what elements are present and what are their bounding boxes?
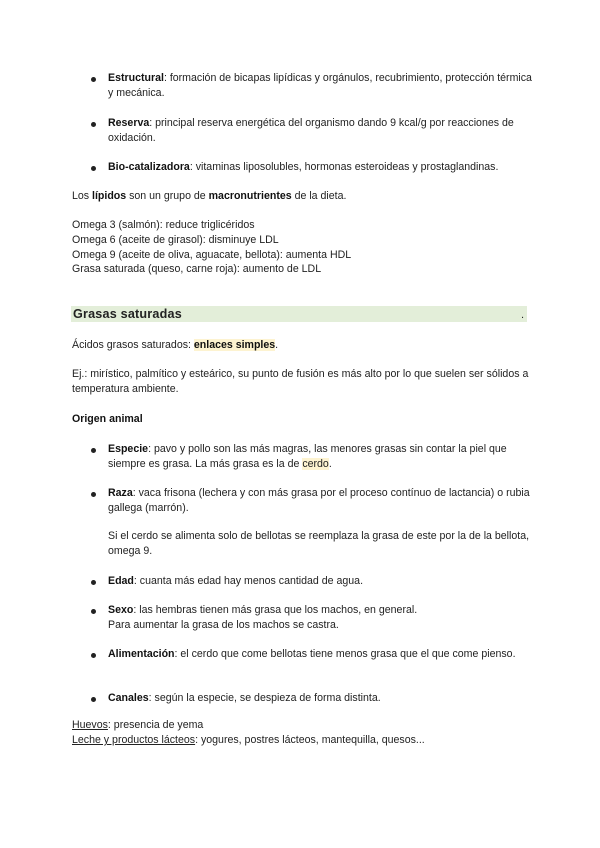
origen-term: Raza: [108, 487, 133, 499]
origen-item-canales: [108, 691, 533, 706]
origen-term: Alimentación: [108, 648, 175, 660]
origen-item-especie: [108, 442, 533, 472]
omega-line: Grasa saturada (queso, carne roja): aumento de LDL: [72, 263, 322, 275]
origen-text: Para aumentar la grasa de los machos se castra.: [108, 619, 339, 631]
huevos-text: : presencia de yema: [107, 719, 204, 731]
origen-term: Canales: [108, 692, 149, 704]
origen-item-edad: [108, 574, 533, 589]
leche-line: [72, 733, 425, 748]
bullet-icon: [91, 580, 96, 585]
origen-term: Especie: [108, 443, 149, 455]
bullet-icon: [91, 697, 96, 702]
omega-line: Omega 6 (aceite de girasol): disminuye LDL: [72, 234, 279, 246]
bullet-icon: [91, 122, 96, 127]
origen-text: : el cerdo que come bellotas tiene menos grasa que el que come pienso.: [174, 648, 516, 660]
origen-text: : cuanta más edad hay menos cantidad de agua.: [133, 575, 364, 587]
origen-text: : pavo y pollo son las más magras, las menores grasas sin contar la piel que siempre es grasa. La más grasa es la de: [108, 443, 507, 470]
origen-term: Edad: [108, 575, 134, 587]
omega-line: Omega 3 (salmón): reduce triglicéridos: [72, 219, 255, 231]
heading-trailing-dot: .: [521, 309, 525, 321]
intro-text: de la dieta.: [291, 190, 347, 202]
intro-text: son un grupo de: [126, 190, 209, 202]
intro-sentence: [72, 189, 346, 204]
function-item-estructural: [108, 71, 533, 101]
origen-term: Sexo: [108, 604, 134, 616]
acidos-line: [72, 338, 278, 353]
origen-text: : según la especie, se despieza de forma distinta.: [148, 692, 381, 704]
raza-note: Si el cerdo se alimenta solo de bellotas se reemplaza la grasa de este por la de la bellota, omega 9.: [108, 530, 530, 557]
bullet-icon: [91, 77, 96, 82]
cerdo-highlight: cerdo: [302, 458, 329, 470]
bullet-icon: [91, 448, 96, 453]
enlaces-simples-highlight: enlaces simples: [193, 339, 276, 351]
omega-line: Omega 9 (aceite de oliva, aguacate, bellota): aumenta HDL: [72, 249, 352, 261]
leche-label: Leche y productos lácteos: [72, 734, 196, 746]
section-heading: Grasas saturadas: [73, 307, 182, 321]
bullet-icon: [91, 609, 96, 614]
acidos-text: Ácidos grasos saturados:: [72, 339, 194, 351]
function-item-biocatalizadora: [108, 160, 533, 175]
function-text: : vitaminas liposolubles, hormonas esteroideas y prostaglandinas.: [189, 161, 499, 173]
function-text: : principal reserva energética del organismo dando 9 kcal/g por reacciones de oxidación.: [108, 117, 514, 144]
bullet-icon: [91, 492, 96, 497]
intro-lipidos: lípidos: [92, 190, 127, 202]
origen-item-sexo: [108, 603, 533, 633]
function-term: Estructural: [108, 72, 164, 84]
ejemplo-paragraph: Ej.: mirístico, palmítico y esteárico, su punto de fusión es más alto por lo que suelen ser sólidos a temperatura ambiente.: [72, 368, 529, 395]
function-item-reserva: [108, 116, 533, 146]
bullet-icon: [91, 166, 96, 171]
huevos-line: [72, 718, 203, 733]
intro-text: Los: [72, 190, 93, 202]
origen-item-alimentacion: [108, 647, 533, 662]
bullet-icon: [91, 653, 96, 658]
origen-text: : vaca frisona (lechera y con más grasa por el proceso contínuo de lactancia) o rubia gallega (marrón).: [108, 487, 530, 514]
origen-title: [72, 412, 143, 427]
function-term: Reserva: [108, 117, 150, 129]
acidos-text: .: [275, 339, 279, 351]
function-term: Bio-catalizadora: [108, 161, 190, 173]
origen-title-text: Origen animal: [72, 413, 143, 425]
huevos-label: Huevos: [72, 719, 108, 731]
leche-text: : yogures, postres lácteos, mantequilla, quesos...: [195, 734, 425, 746]
origen-text: : las hembras tienen más grasa que los machos, en general.: [133, 604, 418, 616]
origen-item-raza: [108, 486, 533, 516]
origen-text: .: [328, 458, 332, 470]
intro-macronutrientes: macronutrientes: [208, 190, 292, 202]
function-text: : formación de bicapas lipídicas y orgánulos, recubrimiento, protección térmica y mecánica.: [108, 72, 532, 99]
